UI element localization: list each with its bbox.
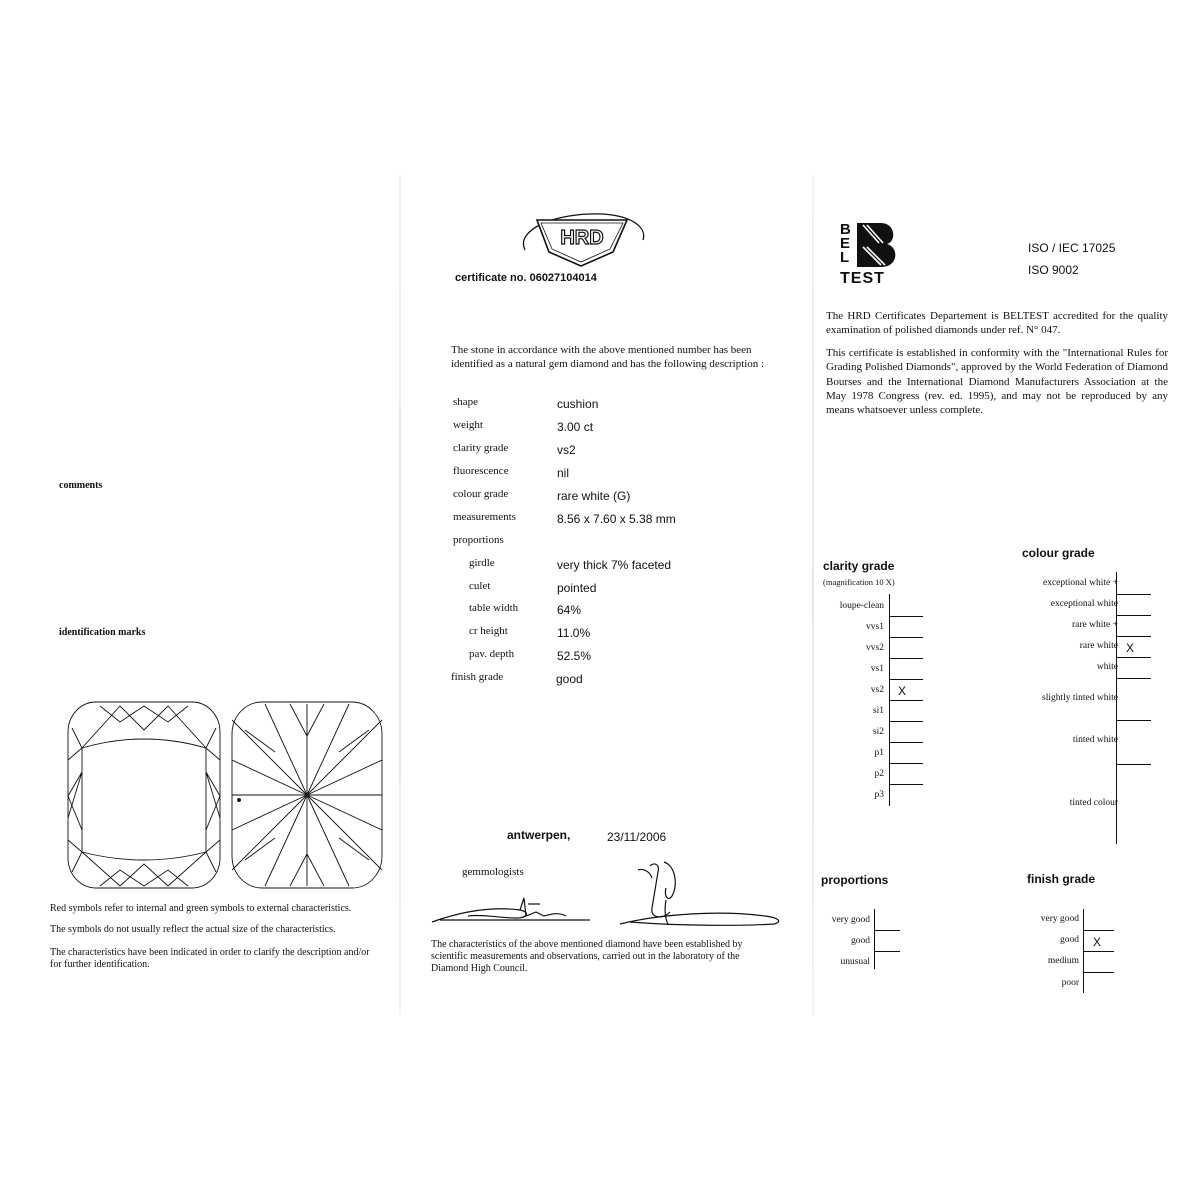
desc-value-weight: 3.00 ct	[557, 420, 594, 434]
clarity-scale-title: clarity grade	[823, 559, 895, 573]
clarity-mark-x: X	[898, 684, 907, 698]
desc-label-proportions: proportions	[453, 534, 504, 546]
beltest-letter-e: E	[840, 235, 851, 252]
laboratory-statement: The characteristics of the above mentioned diamond have been established by scientific measurements and observations, carried out in the laboratory of the Diamond High Council.	[431, 939, 743, 974]
finish-grade-medium: medium	[1047, 956, 1079, 966]
desc-label-fluorescence: fluorescence	[453, 465, 509, 477]
proportions-grade-very-good: very good	[831, 915, 870, 925]
desc-label-pav-depth: pav. depth	[469, 648, 515, 660]
clarity-grade-loupe-clean: loupe-clean	[839, 601, 884, 611]
clarity-grade-p2: p2	[874, 769, 884, 779]
clarity-grade-p1: p1	[874, 748, 884, 758]
clarity-grade-vs2: vs2	[870, 685, 884, 695]
clarity-scale-subtitle: (magnification 10 X)	[823, 577, 895, 587]
clarity-grade-p3: p3	[874, 790, 884, 800]
proportions-scale-title: proportions	[821, 873, 889, 887]
desc-label-shape: shape	[453, 396, 479, 408]
issue-date: 23/11/2006	[607, 830, 667, 844]
desc-value-colour: rare white (G)	[557, 489, 631, 503]
hrd-logo-text: HRD	[560, 227, 604, 249]
colour-mark-x: X	[1126, 641, 1135, 655]
desc-value-cr-height: 11.0%	[557, 626, 591, 640]
accreditation-text: The HRD Certificates Departement is BELTEST accredited for the quality examination of polished diamonds under ref. N° 047.	[826, 310, 1168, 336]
colour-grade-white: white	[1096, 662, 1118, 672]
beltest-b-mark	[857, 223, 901, 267]
diamond-plot-diagram	[60, 700, 390, 890]
desc-value-measurements: 8.56 x 7.60 x 5.38 mm	[557, 512, 676, 526]
finish-grade-poor: poor	[1061, 978, 1079, 988]
desc-label-clarity: clarity grade	[453, 442, 509, 454]
desc-value-culet: pointed	[557, 581, 597, 595]
colour-grade-exceptional-white-plus: exceptional white +	[1043, 578, 1118, 588]
colour-grade-exceptional-white: exceptional white	[1050, 599, 1118, 609]
right-panel	[812, 175, 1182, 1015]
colour-scale-title: colour grade	[1022, 546, 1095, 560]
note-characteristics: The characteristics have been indicated in order to clarify the description and/or for further identification.	[50, 947, 370, 970]
colour-grade-rare-white-plus: rare white +	[1072, 620, 1118, 630]
note-symbols-size: The symbols do not usually reflect the actual size of the characteristics.	[50, 924, 336, 935]
colour-grade-slightly-tinted-white: slightly tinted white	[1042, 693, 1118, 703]
pavilion-view-drawing	[232, 702, 382, 888]
desc-label-weight: weight	[453, 419, 483, 431]
iso-9002: ISO 9002	[1028, 263, 1079, 277]
conformity-text: This certificate is established in conformity with the "International Rules for Grading Polished Diamonds", approved by the World Federation of Diamond Bourses and the International Diamond Manufacturers Association at the May 1978 Congress (rev. ed. 1995), and may not be reproduced by any means whatsoever unless complete.	[826, 347, 1168, 417]
finish-grade-good: good	[1060, 935, 1079, 945]
identification-marks-label: identification marks	[59, 627, 146, 638]
crown-view-drawing	[68, 702, 220, 888]
fold-line-right	[812, 175, 814, 1015]
desc-label-cr-height: cr height	[469, 625, 508, 637]
certificate-number: certificate no. 06027104014	[455, 272, 597, 284]
gemmologists-label: gemmologists	[462, 866, 524, 878]
beltest-letter-l: L	[840, 249, 850, 266]
finish-scale-title: finish grade	[1027, 872, 1096, 886]
comments-label: comments	[59, 480, 103, 491]
desc-value-pav-depth: 52.5%	[557, 649, 592, 663]
clarity-grade-vs1: vs1	[870, 664, 884, 674]
fold-line-left	[399, 175, 401, 1015]
desc-label-culet: culet	[469, 580, 491, 592]
finish-grade-very-good: very good	[1040, 914, 1079, 924]
iso-17025: ISO / IEC 17025	[1028, 241, 1116, 255]
desc-label-table-width: table width	[469, 602, 519, 614]
desc-value-fluorescence: nil	[557, 466, 570, 480]
desc-value-girdle: very thick 7% faceted	[557, 558, 672, 572]
proportions-scale-axis	[874, 909, 875, 969]
colour-grade-rare-white: rare white	[1079, 641, 1118, 651]
desc-value-clarity: vs2	[557, 443, 576, 457]
clarity-grade-vvs1: vvs1	[866, 622, 884, 632]
colour-grade-tinted-white: tinted white	[1072, 735, 1118, 745]
desc-value-finish: good	[556, 672, 583, 686]
beltest-letter-b: B	[840, 221, 851, 238]
proportions-grade-unusual: unusual	[840, 957, 870, 967]
desc-label-finish: finish grade	[451, 671, 504, 683]
desc-value-shape: cushion	[557, 397, 599, 411]
description-intro: The stone in accordance with the above mentioned number has been identified as a natural gem diamond and has the following description :	[451, 344, 765, 370]
clarity-grade-si1: si1	[872, 706, 884, 716]
desc-label-measurements: measurements	[453, 511, 516, 523]
note-symbols-color: Red symbols refer to internal and green symbols to external characteristics.	[50, 903, 352, 914]
desc-value-table-width: 64%	[557, 603, 582, 617]
signature-1	[432, 898, 590, 922]
desc-label-girdle: girdle	[469, 557, 495, 569]
beltest-test-text: TEST	[840, 270, 885, 287]
desc-label-colour: colour grade	[453, 488, 509, 500]
clarity-grade-si2: si2	[872, 727, 884, 737]
beltest-logo	[836, 222, 906, 292]
gemmologist-signatures	[420, 852, 790, 932]
colour-grade-tinted-colour: tinted colour	[1069, 798, 1118, 808]
issue-place: antwerpen,	[507, 828, 571, 842]
proportions-grade-good: good	[851, 936, 870, 946]
finish-mark-x: X	[1093, 935, 1102, 949]
clarity-grade-vvs2: vvs2	[866, 643, 884, 653]
hrd-logo	[515, 206, 647, 272]
signature-2	[620, 862, 779, 925]
